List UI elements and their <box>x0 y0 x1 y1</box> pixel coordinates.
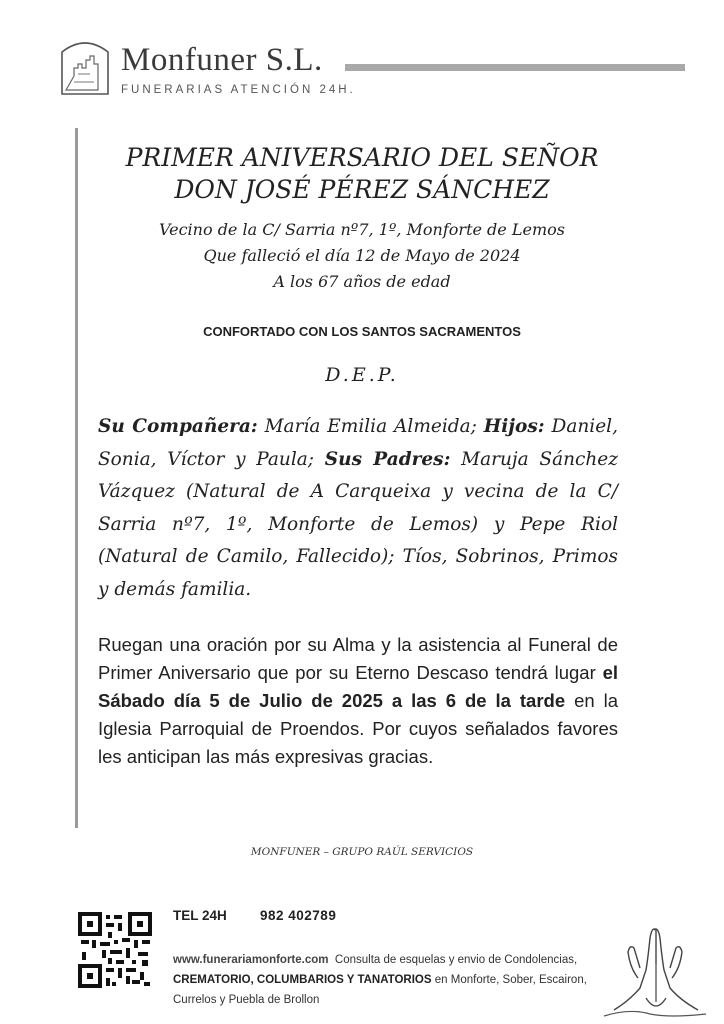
header-divider <box>345 64 685 71</box>
companera-label: Su Compañera: <box>98 416 258 437</box>
padres-label: Sus Padres: <box>324 448 451 470</box>
funeral-paragraph <box>98 631 618 771</box>
footer-services: CREMATORIO, COLUMBARIOS Y TANATORIOS <box>173 974 432 986</box>
notice-title-line1: PRIMER ANIVERSARIO DEL SEÑOR <box>125 143 599 172</box>
companera-text: María Emilia Almeida; <box>264 416 477 437</box>
footer-text1: Consulta de esquelas y envio de Condolencias, <box>334 954 578 966</box>
footer-text2: en Monforte, Sober, Escairon, Currelos y Puebla de Brollon <box>173 974 587 1006</box>
qr-code-icon <box>78 912 152 988</box>
brand-name: Monfuner S.L. <box>121 42 323 78</box>
hijos-text: Daniel, Sonia, Víctor y Paula; <box>98 416 618 470</box>
praying-hands-icon <box>600 918 710 1018</box>
signature-line: MONFUNER – GRUPO RAÚL SERVICIOS <box>250 846 474 858</box>
hijos-label: Hijos: <box>483 416 545 437</box>
logo-tower-icon <box>60 38 110 96</box>
funeral-text-before: Ruegan una oración por su Alma y la asistencia al Funeral de Primer Aniversario que por su Eterno Descaso tendrá lugar <box>98 634 618 683</box>
tel-number: 982 402789 <box>260 908 337 923</box>
notice-title-line2: DON JOSÉ PÉREZ SÁNCHEZ <box>174 175 550 204</box>
tel-label: TEL 24H <box>173 908 227 923</box>
website-link[interactable]: www.funerariamonforte.com <box>173 954 329 966</box>
death-date-line: Que falleció el día 12 de Mayo de 2024 <box>203 246 521 265</box>
address-line: Vecino de la C/ Sarria nº7, 1º, Monforte de Lemos <box>159 220 565 239</box>
padres-text: Maruja Sánchez Vázquez (Natural de A Carqueixa y vecina de la C/ Sarria nº7, 1º, Monforte de Lemos) y Pepe Riol (Natural de Camilo, Fallecido); Tíos, Sobrinos, Primos y demás familia. <box>98 448 618 600</box>
sacraments-line: CONFORTADO CON LOS SANTOS SACRAMENTOS <box>203 324 521 339</box>
footer-text <box>173 950 593 1010</box>
funeral-text-after: en la Iglesia Parroquial de Proendos. Por cuyos señalados favores les anticipan las más expresivas gracias. <box>98 690 618 767</box>
family-paragraph <box>98 411 618 606</box>
dep-line: D.E.P. <box>325 364 399 386</box>
brand-tagline: FUNERARIAS ATENCIÓN 24H. <box>121 84 356 96</box>
age-line: A los 67 años de edad <box>273 272 451 291</box>
funeral-date: el Sábado día 5 de Julio de 2025 a las 6 de la tarde <box>98 662 619 711</box>
